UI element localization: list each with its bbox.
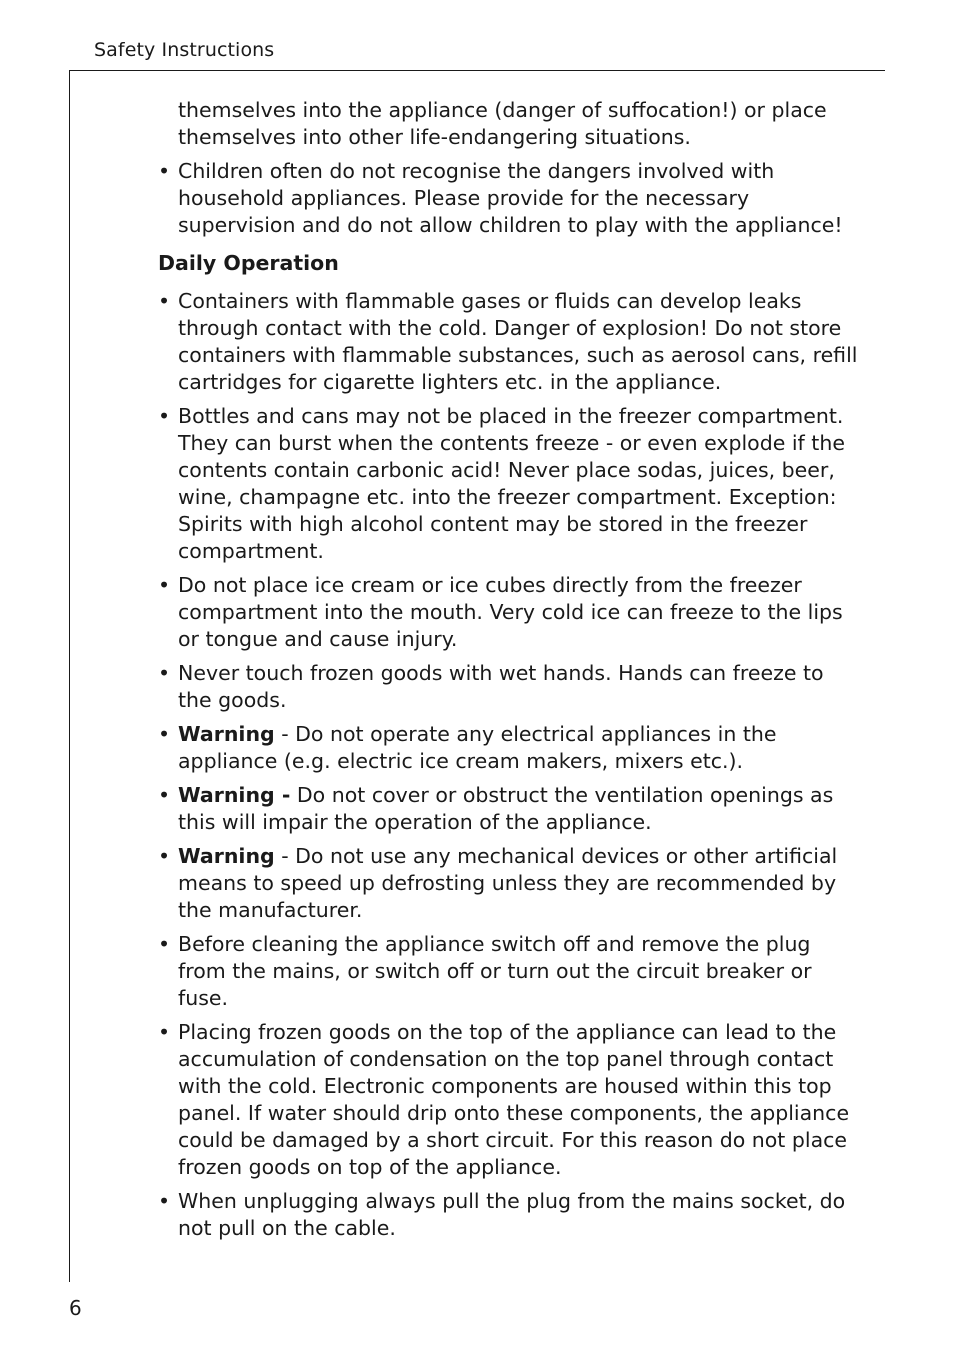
list-item-text: Containers with flammable gases or fluids can develop leaks through contact with the cold. Danger of explosion! Do not store containers with flammable substances, such as aerosol cans, refill cartridges for cigarette lighters etc. in the appliance. <box>178 289 858 394</box>
list-item <box>158 931 863 1012</box>
bullet-icon: • <box>158 159 171 183</box>
list-item <box>158 572 863 653</box>
list-item-text: Children often do not recognise the dangers involved with household appliances. Please provide for the necessary supervision and do not allow children to play with the appliance! <box>178 159 843 237</box>
list-item <box>158 1019 863 1181</box>
bullet-icon: • <box>158 783 171 807</box>
list-item <box>158 403 863 565</box>
page-number: 6 <box>69 1296 82 1320</box>
warning-text: - Do not use any mechanical devices or other artificial means to speed up defrosting unless they are recommended by the manufacturer. <box>178 844 838 922</box>
warning-text: - Do not operate any electrical appliances in the appliance (e.g. electric ice cream makers, mixers etc.). <box>178 722 777 773</box>
page-body <box>158 97 863 1249</box>
bullet-icon: • <box>158 661 171 685</box>
header-rule <box>69 70 885 71</box>
running-header: Safety Instructions <box>94 39 275 61</box>
warning-text: Do not cover or obstruct the ventilation openings as this will impair the operation of the appliance. <box>178 783 834 834</box>
intro-continuation: themselves into the appliance (danger of suffocation!) or place themselves into other life-endangering situations. <box>178 98 827 149</box>
list-item-text: Do not place ice cream or ice cubes directly from the freezer compartment into the mouth. Very cold ice can freeze to the lips or tongue and cause injury. <box>178 573 843 651</box>
section-heading: Daily Operation <box>158 251 339 275</box>
margin-rule <box>69 70 70 1282</box>
list-item-text: When unplugging always pull the plug from the mains socket, do not pull on the cable. <box>178 1189 846 1240</box>
list-item <box>158 1188 863 1242</box>
warning-item <box>158 782 863 836</box>
warning-item <box>158 843 863 924</box>
bullet-icon: • <box>158 1189 171 1213</box>
bullet-icon: • <box>158 404 171 428</box>
list-item-text: Before cleaning the appliance switch off and remove the plug from the mains, or switch off or turn out the circuit breaker or fuse. <box>178 932 812 1010</box>
bullet-icon: • <box>158 932 171 956</box>
list-item-children <box>158 158 863 239</box>
warning-label: Warning - <box>178 783 291 807</box>
bullet-icon: • <box>158 289 171 313</box>
bullet-icon: • <box>158 1020 171 1044</box>
list-item <box>158 660 863 714</box>
bullet-icon: • <box>158 844 171 868</box>
warning-label: Warning <box>178 722 275 746</box>
warning-item <box>158 721 863 775</box>
list-item-text: Bottles and cans may not be placed in the freezer compartment. They can burst when the contents freeze - or even explode if the contents contain carbonic acid! Never place sodas, juices, beer, wine, champagne etc. into the freezer compartment. Exception: Spirits with high alcohol content may be stored in the freezer compartment. <box>178 404 845 563</box>
list-item <box>158 288 863 396</box>
list-item-text: Placing frozen goods on the top of the appliance can lead to the accumulation of condensation on the top panel through contact with the cold. Electronic components are housed within this top panel. If water should drip onto these components, the appliance could be damaged by a short circuit. For this reason do not place frozen goods on top of the appliance. <box>178 1020 850 1179</box>
bullet-icon: • <box>158 573 171 597</box>
bullet-icon: • <box>158 722 171 746</box>
list-item-text: Never touch frozen goods with wet hands. Hands can freeze to the goods. <box>178 661 824 712</box>
warning-label: Warning <box>178 844 275 868</box>
